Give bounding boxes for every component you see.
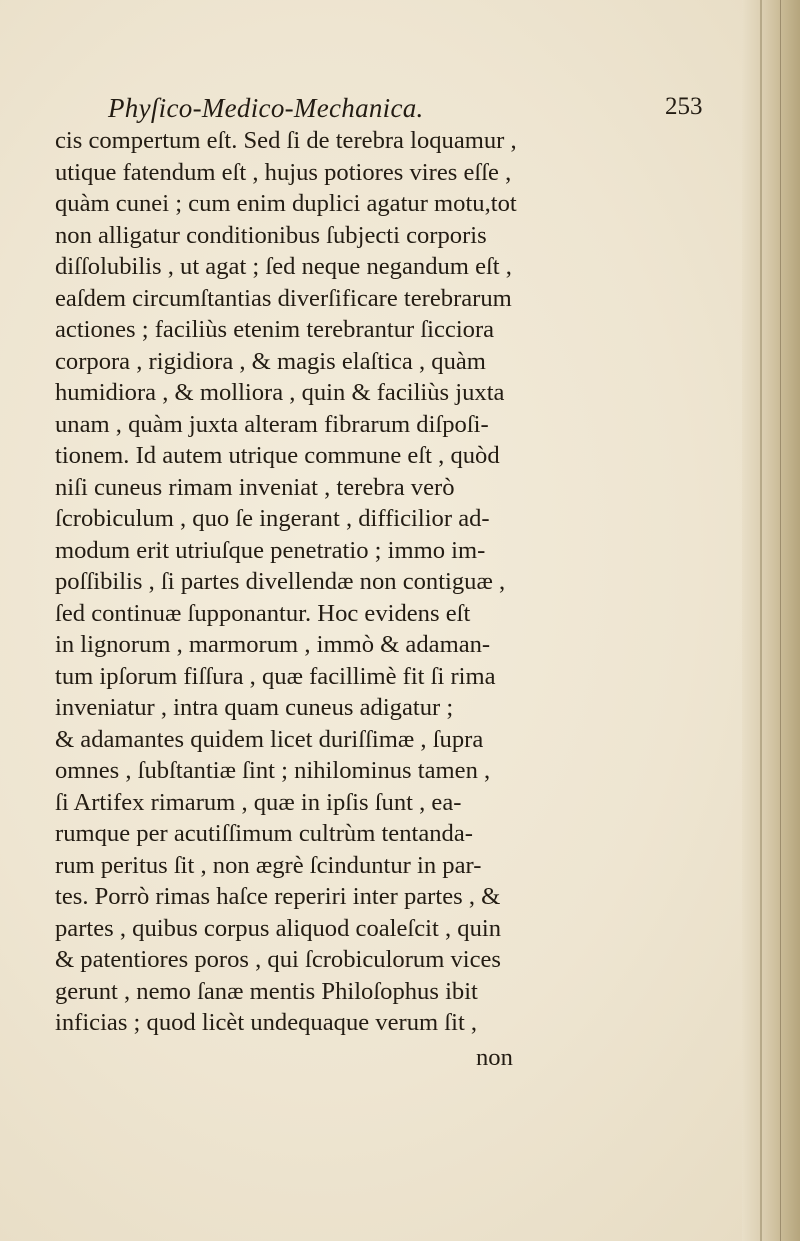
gutter-edge-line (760, 0, 762, 1241)
text-line: utique fatendum eſt , hujus potiores vires eſſe , (55, 158, 512, 186)
text-line: niſi cuneus rimam inveniat , terebra verò (55, 473, 455, 501)
gutter-edge-line (780, 0, 781, 1241)
text-line: rum peritus ſit , non ægrè ſcinduntur in par- (55, 851, 482, 879)
text-line: corpora , rigidiora , & magis elaſtica , quàm (55, 347, 486, 375)
catchword: non (476, 1044, 513, 1071)
text-line: tum ipſorum fiſſura , quæ facillimè fit ſi rima (55, 662, 496, 690)
text-line: & patentiores poros , qui ſcrobiculorum vices (55, 946, 502, 973)
text-line: modum erit utriuſque penetratio ; immo im- (55, 536, 486, 564)
text-line: ſcrobiculum , quo ſe ingerant , difficilior ad- (55, 505, 490, 532)
text-line: diſſolubilis , ut agat ; ſed neque negandum eſt , (55, 253, 512, 280)
text-line: omnes , ſubſtantiæ ſint ; nihilominus tamen , (55, 757, 491, 784)
text-line: eaſdem circumſtantias diverſificare terebrarum (55, 284, 512, 312)
text-line: gerunt , nemo ſanæ mentis Philoſophus ibit (55, 977, 478, 1005)
text-line: unam , quàm juxta alteram fibrarum diſpoſi- (55, 410, 489, 438)
text-line: quàm cunei ; cum enim duplici agatur motu,tot (55, 190, 517, 217)
page-gutter (742, 0, 800, 1241)
text-line: ſed continuæ ſupponantur. Hoc evidens eſt (55, 599, 471, 627)
text-line: ſi Artifex rimarum , quæ in ipſis ſunt , ea- (55, 788, 462, 816)
text-line: rumque per acutiſſimum cultrùm tentanda- (55, 820, 473, 847)
text-line: inveniatur , intra quam cuneus adigatur ; (55, 694, 454, 721)
text-line: partes , quibus corpus aliquod coaleſcit , quin (55, 914, 502, 942)
text-line: humidiora , & molliora , quin & faciliùs juxta (55, 379, 505, 406)
text-line: poſſibilis , ſi partes divellendæ non contiguæ , (55, 568, 506, 595)
text-line: in lignorum , marmorum , immò & adaman- (55, 631, 491, 658)
running-title: Phyſico-Medico-Mechanica. (108, 93, 424, 123)
page-header (108, 93, 748, 127)
text-line: inficias ; quod licèt undequaque verum ſit , (55, 1009, 478, 1036)
page-number: 253 (665, 93, 703, 120)
text-line: tes. Porrò rimas haſce reperiri inter partes , & (55, 883, 501, 910)
text-line: cis compertum eſt. Sed ſi de terebra loquamur , (55, 127, 517, 154)
text-line: & adamantes quidem licet duriſſimæ , ſupra (55, 725, 484, 753)
text-line: non alligatur conditionibus ſubjecti corporis (55, 221, 487, 249)
text-line: actiones ; faciliùs etenim terebrantur ſicciora (55, 316, 495, 343)
text-line: tionem. Id autem utrique commune eſt , quòd (55, 442, 500, 469)
